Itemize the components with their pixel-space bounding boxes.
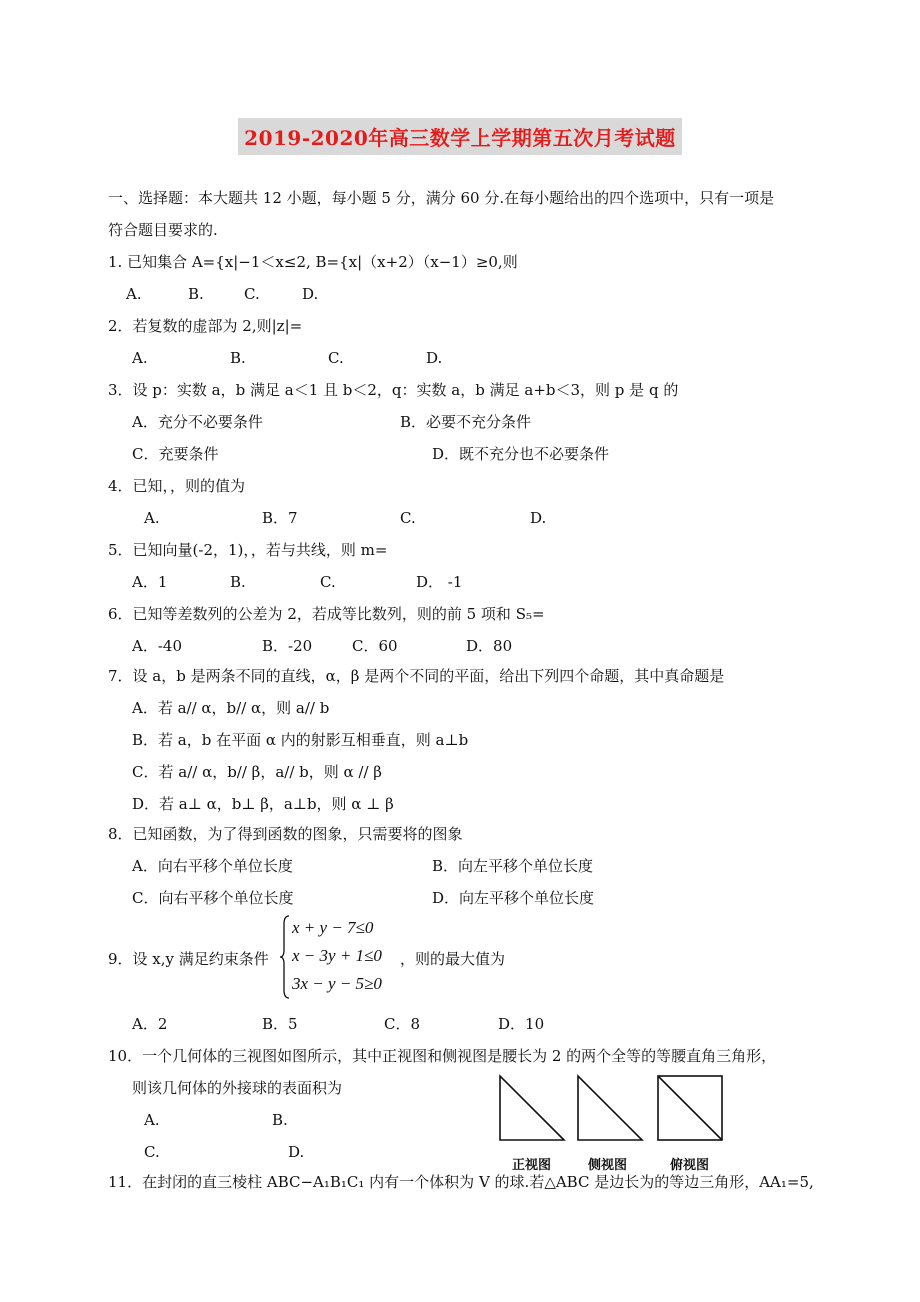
q7-option-d: D．若 a⊥ α，b⊥ β，a⊥b，则 α ⊥ β [132, 795, 394, 813]
q1-option-c: C. [244, 285, 260, 303]
q10-option-b: B. [272, 1111, 288, 1129]
q9-stem: 9．设 x,y 满足约束条件 [108, 950, 269, 968]
q9-brace [280, 914, 290, 1000]
q9-stem-after: ，则的最大值为 [400, 950, 506, 968]
q6-option-b: B．-20 [262, 637, 313, 655]
q4-option-b: B．7 [262, 509, 298, 527]
q2-option-d: D. [426, 349, 443, 367]
q9-option-c: C．8 [384, 1015, 421, 1033]
q10-stem-line1: 10．一个几何体的三视图如图所示，其中正视图和侧视图是腰长为 2 的两个全等的等腰直角三角形， [108, 1047, 777, 1065]
q8-option-c: C．向右平移个单位长度 [132, 889, 294, 907]
q9-option-d: D．10 [498, 1015, 545, 1033]
q10-stem-line2: 则该几何体的外接球的表面积为 [132, 1079, 343, 1097]
q7-option-b: B．若 a，b 在平面 α 内的射影互相垂直，则 a⊥b [132, 731, 469, 749]
q5-option-d: D． -1 [416, 573, 463, 591]
q5-option-b: B. [230, 573, 246, 591]
q2-option-c: C. [328, 349, 344, 367]
q2-option-b: B. [230, 349, 246, 367]
q7-option-a: A．若 a// α，b// α，则 a// b [132, 699, 330, 717]
q6-option-a: A．-40 [132, 637, 182, 655]
q9-option-a: A．2 [132, 1015, 168, 1033]
q6-stem: 6．已知等差数列的公差为 2，若成等比数列，则的前 5 项和 S₅= [108, 605, 545, 623]
top-view-label: 俯视图 [670, 1158, 710, 1173]
side-view-label: 侧视图 [588, 1158, 628, 1173]
q1-option-a: A. [126, 285, 142, 303]
q9-constraint-1: x + y − 7≤0 [292, 918, 374, 937]
front-view-triangle [500, 1076, 564, 1140]
q7-stem: 7．设 a，b 是两条不同的直线，α，β 是两个不同的平面，给出下列四个命题，其中真命题是 [108, 667, 725, 685]
front-view-label: 正视图 [512, 1158, 552, 1173]
q4-stem: 4．已知，，则的值为 [108, 477, 246, 495]
q3-option-c: C．充要条件 [132, 445, 219, 463]
q10-option-a: A. [144, 1111, 160, 1129]
q1-option-d: D. [302, 285, 319, 303]
q2-stem: 2．若复数的虚部为 2,则|z|= [108, 317, 303, 335]
q10-option-c: C. [144, 1143, 160, 1161]
section-instructions-line2: 符合题目要求的. [108, 221, 218, 239]
q9-option-b: B．5 [262, 1015, 298, 1033]
q5-option-a: A．1 [132, 573, 168, 591]
q3-stem: 3．设 p：实数 a，b 满足 a＜1 且 b＜2，q：实数 a，b 满足 a+b＜3，则 p 是 q 的 [108, 381, 679, 399]
q4-option-c: C. [400, 509, 416, 527]
q9-constraint-3: 3x − y − 5≥0 [292, 974, 382, 993]
top-view-square [658, 1076, 722, 1140]
section-instructions-line1: 一、选择题：本大题共 12 小题，每小题 5 分，满分 60 分.在每小题给出的四个选项中，只有一项是 [108, 189, 775, 207]
q5-stem: 5．已知向量(-2，1)，，若与共线，则 m= [108, 541, 388, 559]
side-view-triangle [578, 1076, 642, 1140]
q10-option-d: D. [288, 1143, 305, 1161]
q8-option-a: A．向右平移个单位长度 [132, 857, 293, 875]
q1-stem: 1. 已知集合 A={x|−1＜x≤2, B={x|（x+2）（x−1）≥0,则 [108, 253, 518, 271]
q4-option-d: D. [530, 509, 547, 527]
q3-option-d: D．既不充分也不必要条件 [432, 445, 610, 463]
q8-stem: 8．已知函数，为了得到函数的图象，只需要将的图象 [108, 825, 463, 843]
q1-option-b: B. [188, 285, 204, 303]
q3-option-b: B．必要不充分条件 [400, 413, 532, 431]
page-title: 2019-2020年高三数学上学期第五次月考试题 [0, 118, 920, 155]
q6-option-c: C．60 [352, 637, 398, 655]
q11-stem: 11．在封闭的直三棱柱 ABC−A₁B₁C₁ 内有一个体积为 V 的球.若△ABC 是边长为的等边三角形，AA₁=5, [108, 1173, 814, 1191]
q2-option-a: A. [132, 349, 148, 367]
q9-constraint-2: x − 3y + 1≤0 [292, 946, 382, 965]
q3-option-a: A．充分不必要条件 [132, 413, 263, 431]
q4-option-a: A. [144, 509, 160, 527]
q8-option-b: B．向左平移个单位长度 [432, 857, 594, 875]
q6-option-d: D．80 [466, 637, 513, 655]
q8-option-d: D．向左平移个单位长度 [432, 889, 595, 907]
q5-option-c: C. [320, 573, 336, 591]
q7-option-c: C．若 a// α，b// β，a// b，则 α // β [132, 763, 382, 781]
